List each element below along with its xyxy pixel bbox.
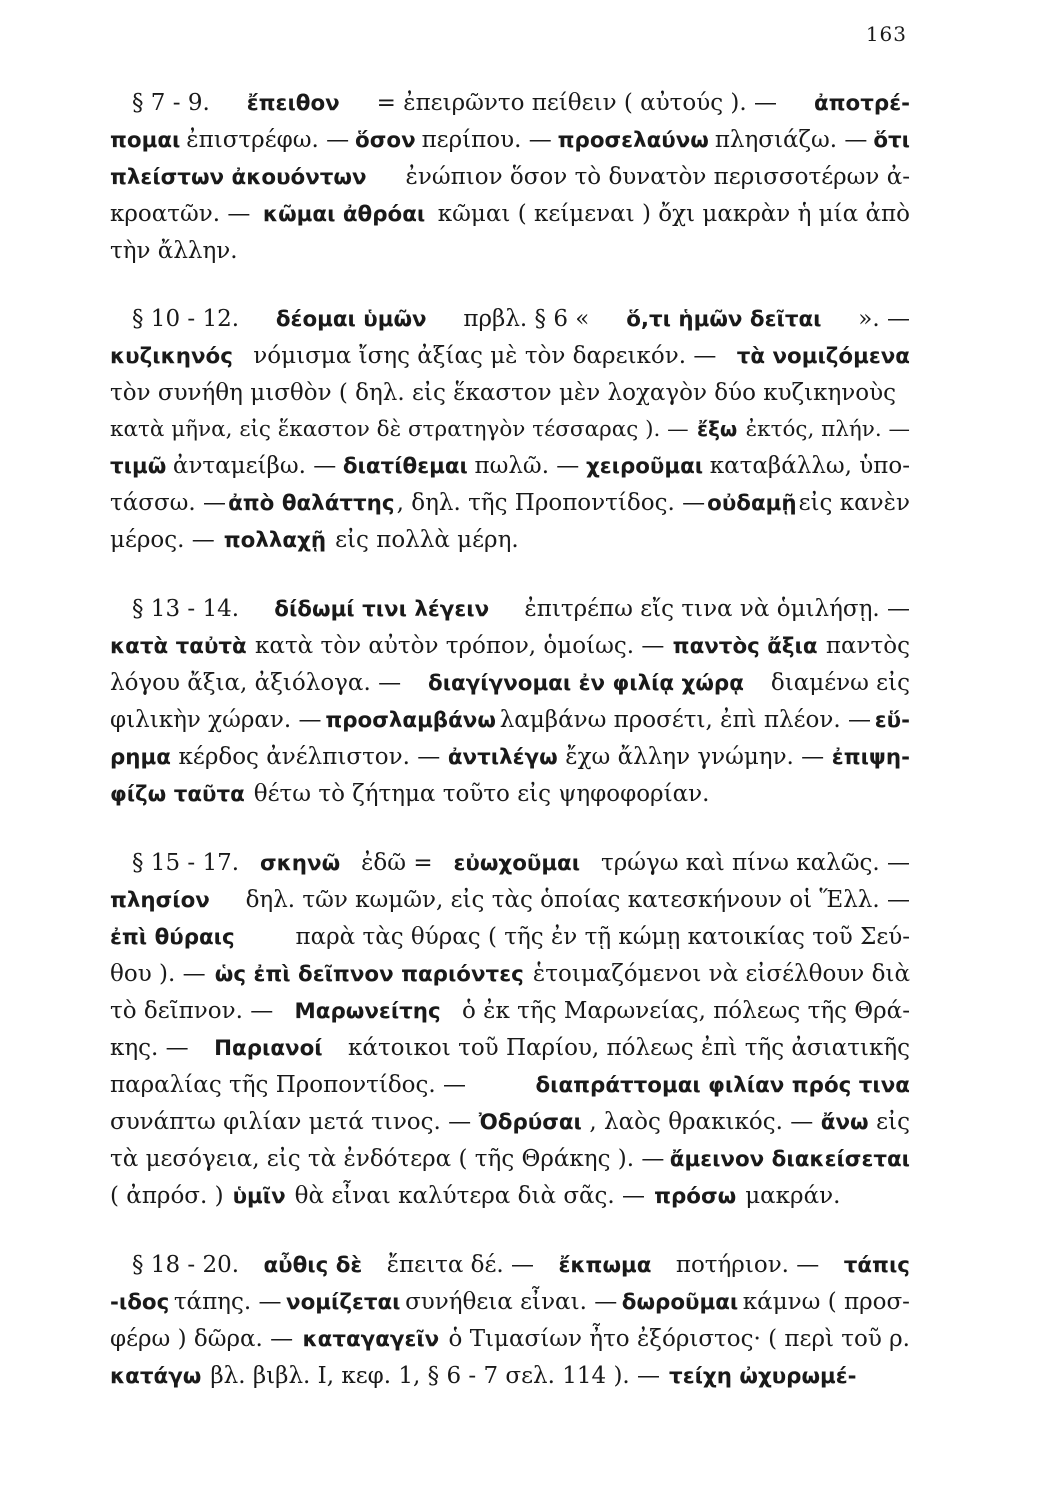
text-line <box>110 1358 910 1395</box>
term-bold: πρόσω <box>654 1184 737 1209</box>
text-line <box>110 1178 910 1215</box>
term-bold: Ὀδρύσαι <box>478 1110 582 1135</box>
term-bold: διατίθεμαι <box>342 454 468 479</box>
text-line <box>110 665 910 702</box>
term-bold: ἀντιλέγω <box>447 745 558 770</box>
gloss-text: § 18 - 20. <box>132 1252 240 1278</box>
gloss-text: μακράν. <box>745 1183 841 1209</box>
term-bold: κατάγω <box>110 1364 202 1389</box>
text-line <box>110 411 910 448</box>
gloss-text: λαμβάνω προσέτι, ἐπὶ πλέον. — <box>499 707 871 733</box>
gloss-text: διαμένω εἰς <box>770 670 910 696</box>
text-line <box>110 338 910 375</box>
gloss-text: κάμνω ( προσ- <box>742 1289 910 1315</box>
term-bold: αὖθις δὲ <box>263 1253 363 1278</box>
term-bold: πολλαχῇ <box>223 528 327 553</box>
term-bold: σκηνῶ <box>259 851 341 876</box>
gloss-text: τὸν συνήθη μισθὸν ( δηλ. εἰς ἕκαστον μὲν λοχαγὸν δύο κυζικηνοὺς <box>110 380 896 406</box>
term-bold: ὅ,τι ἡμῶν δεῖται <box>626 307 822 332</box>
text-line <box>110 993 910 1030</box>
gloss-text: φιλικὴν χώραν. — <box>110 707 322 733</box>
term-bold: εὕ- <box>874 708 910 733</box>
term-bold: δωροῦμαι <box>621 1290 739 1315</box>
text-line <box>110 882 910 919</box>
term-bold: ἐπιψη- <box>831 745 910 770</box>
term-bold: ἔκπωμα <box>558 1253 652 1278</box>
text-line <box>110 1321 910 1358</box>
gloss-text: ὁ ἐκ τῆς Μαρωνείας, πόλεως τῆς Θρά- <box>462 998 910 1024</box>
term-bold: εὐωχοῦμαι <box>453 851 581 876</box>
term-bold: ἀπὸ θαλάττης <box>228 491 395 516</box>
gloss-text: ὁ Τιμασίων ἦτο ἐξόριστος· ( περὶ τοῦ ρ. <box>448 1326 910 1352</box>
term-bold: πλείστων ἀκουόντων <box>110 165 367 190</box>
text-line <box>110 845 910 882</box>
section-paragraph <box>110 85 910 269</box>
gloss-text: § 13 - 14. <box>132 596 240 622</box>
term-bold: δέομαι ὑμῶν <box>275 307 427 332</box>
term-bold: ἄμεινον διακείσεται <box>669 1147 910 1172</box>
text-line <box>110 1104 910 1141</box>
term-bold: διαγίγνομαι ἐν φιλίᾳ χώρᾳ <box>428 671 744 696</box>
gloss-text: ἐδῶ = <box>361 850 433 876</box>
text-line <box>110 159 910 196</box>
term-bold: ὅσον <box>355 128 416 153</box>
gloss-text: , λαὸς θρακικός. — <box>589 1109 814 1135</box>
gloss-text: ἔχω ἄλλην γνώμην. — <box>565 744 825 770</box>
gloss-text: ἐπιστρέφω. — <box>186 127 350 153</box>
term-bold: ἐπὶ θύραις <box>110 925 235 950</box>
gloss-text: τάσσω. — <box>110 490 227 516</box>
term-bold: πομαι <box>110 128 181 153</box>
gloss-text: κατὰ τὸν αὐτὸν τρόπον, ὁμοίως. — <box>255 633 665 659</box>
text-line <box>110 702 910 739</box>
term-bold: δίδωμί τινι λέγειν <box>274 597 490 622</box>
gloss-text: φέρω ) δῶρα. — <box>110 1326 294 1352</box>
gloss-text: τὴν ἄλλην. <box>110 238 238 264</box>
section-paragraph <box>110 591 910 813</box>
gloss-text: πρβλ. § 6 « <box>463 306 590 332</box>
term-bold: ἄνω <box>820 1110 869 1135</box>
text-line <box>110 776 910 813</box>
gloss-text: βλ. βιβλ. Ι, κεφ. 1, § 6 - 7 σελ. 114 ). — <box>210 1363 661 1389</box>
text-line <box>110 375 910 411</box>
term-bold: παντὸς ἄξια <box>672 634 818 659</box>
gloss-text: κῶμαι ( κείμεναι ) ὄχι μακρὰν ἡ μία ἀπὸ <box>437 201 910 227</box>
term-bold: νομίζεται <box>286 1290 401 1315</box>
term-bold: διαπράττομαι φιλίαν πρός τινα <box>535 1073 910 1098</box>
gloss-text: κροατῶν. — <box>110 201 251 227</box>
text-line <box>110 522 910 559</box>
gloss-text: ἔπειτα δέ. — <box>386 1252 535 1278</box>
gloss-text: θέτω τὸ ζήτημα τοῦτο εἰς ψηφοφορίαν. <box>253 781 710 807</box>
text-line <box>110 85 910 122</box>
gloss-text: μέρος. — <box>110 527 215 553</box>
gloss-text: συνήθεια εἶναι. — <box>405 1289 618 1315</box>
text-line <box>110 301 910 338</box>
text-line <box>110 919 910 956</box>
section-paragraph <box>110 1247 910 1395</box>
term-bold: Παριανοί <box>214 1036 323 1061</box>
gloss-text: τρώγω καὶ πίνω καλῶς. — <box>600 850 910 876</box>
page-number: 163 <box>865 22 907 46</box>
term-bold: κῶμαι ἀθρόαι <box>262 202 426 227</box>
gloss-text: συνάπτω φιλίαν μετά τινος. — <box>110 1109 472 1135</box>
gloss-text: τὸ δεῖπνον. — <box>110 998 274 1024</box>
gloss-text: κέρδος ἀνέλπιστον. — <box>178 744 441 770</box>
term-bold: ἔξω <box>696 417 738 441</box>
section-paragraph <box>110 301 910 559</box>
gloss-text: ἐπιτρέπω εἴς τινα νὰ ὁμιλήσῃ. — <box>524 596 910 622</box>
gloss-text: ἐκτός, πλήν. — <box>745 417 910 442</box>
gloss-text: τὰ μεσόγεια, εἰς τὰ ἐνδότερα ( τῆς Θράκης ). — <box>110 1146 665 1172</box>
section-paragraph <box>110 845 910 1215</box>
text-line <box>110 1247 910 1284</box>
text-line <box>110 196 910 233</box>
text-line <box>110 628 910 665</box>
gloss-text: κατὰ μῆνα, εἰς ἕκαστον δὲ στρατηγὸν τέσσαρας ). — <box>110 417 689 442</box>
gloss-text: παντὸς <box>825 633 910 659</box>
term-bold: ὡς ἐπὶ δεῖπνον παριόντες <box>214 962 524 987</box>
gloss-text: δηλ. τῶν κωμῶν, εἰς τὰς ὁποίας κατεσκήνουν οἱ Ἕλλ. — <box>245 887 910 913</box>
term-bold: τείχη ὠχυρωμέ- <box>669 1364 857 1389</box>
text-line <box>110 956 910 993</box>
text-line <box>110 485 910 522</box>
gloss-text: νόμισμα ἴσης ἀξίας μὲ τὸν δαρεικόν. — <box>253 343 717 369</box>
text-line <box>110 1067 910 1104</box>
gloss-text: εἰς κανὲν <box>798 490 910 516</box>
text-line <box>110 1284 910 1321</box>
gloss-text: θου ). — <box>110 961 206 987</box>
term-bold: τάπις <box>843 1253 910 1278</box>
gloss-text: καταβάλλω, ὑπο- <box>709 453 910 479</box>
text-line <box>110 591 910 628</box>
gloss-text: πωλῶ. — <box>474 453 580 479</box>
text-line <box>110 233 910 269</box>
gloss-text: ( ἀπρόσ. ) <box>110 1183 224 1209</box>
gloss-text: , δηλ. τῆς Προποντίδος. — <box>396 490 706 516</box>
term-bold: Μαρωνείτης <box>294 999 441 1024</box>
term-bold: ὅτι <box>873 128 910 153</box>
term-bold: ἔπειθον <box>246 91 340 116</box>
text-line <box>110 122 910 159</box>
gloss-text: = ἐπειρῶντο πείθειν ( αὐτούς ). — <box>376 90 778 116</box>
term-bold: χειροῦμαι <box>585 454 704 479</box>
gloss-text: παραλίας τῆς Προποντίδος. — <box>110 1072 467 1098</box>
gloss-text: λόγου ἄξια, ἀξιόλογα. — <box>110 670 402 696</box>
gloss-text: τάπης. — <box>173 1289 282 1315</box>
gloss-text: ποτήριον. — <box>675 1252 820 1278</box>
term-bold: καταγαγεῖν <box>302 1327 440 1352</box>
term-bold: οὐδαμῇ <box>707 491 797 516</box>
term-bold: φίζω ταῦτα <box>110 782 245 807</box>
text-line <box>110 1030 910 1067</box>
term-bold: κατὰ ταὐτὰ <box>110 634 247 659</box>
gloss-text: κάτοικοι τοῦ Παρίου, πόλεως ἐπὶ τῆς ἀσιατικῆς <box>348 1035 910 1061</box>
gloss-text: ἑτοιμαζόμενοι νὰ εἰσέλθουν διὰ <box>532 961 910 987</box>
term-bold: πλησίον <box>110 888 210 913</box>
gloss-text: εἰς πολλὰ μέρη. <box>335 527 519 553</box>
term-bold: προσλαμβάνω <box>325 708 496 733</box>
term-bold: -ιδος <box>110 1290 170 1315</box>
term-bold: ὑμῖν <box>232 1184 286 1209</box>
gloss-text: § 10 - 12. <box>132 306 240 332</box>
term-bold: ρημα <box>110 745 171 770</box>
term-bold: τὰ νομιζόμενα <box>736 344 910 369</box>
text-line <box>110 1141 910 1178</box>
gloss-text: πλησιάζω. — <box>714 127 868 153</box>
gloss-text: παρὰ τὰς θύρας ( τῆς ἐν τῇ κώμῃ κατοικίας τοῦ Σεύ- <box>295 924 910 950</box>
term-bold: προσελαύνω <box>557 128 709 153</box>
gloss-text: κης. — <box>110 1035 189 1061</box>
gloss-text: § 7 - 9. <box>132 90 210 116</box>
gloss-text: § 15 - 17. <box>132 850 240 876</box>
term-bold: ἀποτρέ- <box>813 91 910 116</box>
gloss-text: ». — <box>858 306 910 332</box>
term-bold: τιμῶ <box>110 454 167 479</box>
gloss-text: περίπου. — <box>421 127 552 153</box>
glossary-text <box>110 85 910 1427</box>
term-bold: κυζικηνός <box>110 344 233 369</box>
text-line <box>110 448 910 485</box>
gloss-text: θὰ εἶναι καλύτερα διὰ σᾶς. — <box>294 1183 646 1209</box>
gloss-text: εἰς <box>876 1109 910 1135</box>
text-line <box>110 739 910 776</box>
gloss-text: ἐνώπιον ὅσον τὸ δυνατὸν περισσοτέρων ἀ- <box>405 164 910 190</box>
gloss-text: ἀνταμείβω. — <box>172 453 337 479</box>
